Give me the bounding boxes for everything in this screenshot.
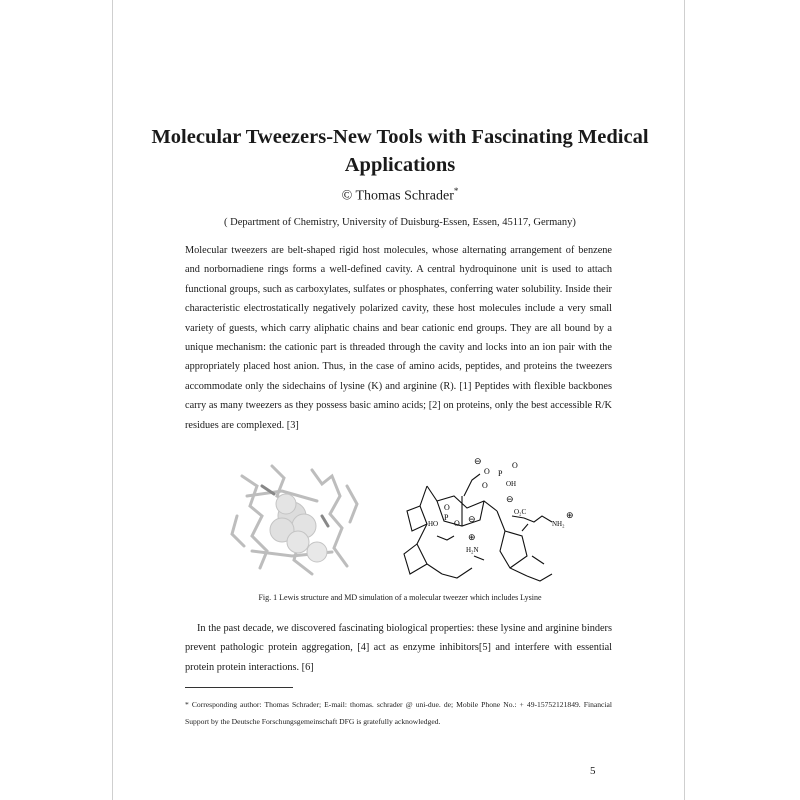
figure-graphics [222,456,582,594]
body-paragraph: In the past decade, we discovered fascinating biological properties: these lysine and arginine binders prevent pathologic protein aggregation, [4] act as enzyme inhibitors[5] and interfere with essential protein protein interactions. [6] [185,623,612,673]
md-simulation-image [232,466,357,574]
paper-title: Molecular Tweezers-New Tools with Fascinating Medical Applications [151,126,649,176]
page-border-left [112,0,113,800]
page-border-right [684,0,685,800]
author-line [150,186,650,205]
label-oh-top: OH [506,480,517,488]
page-number: 5 [590,765,596,777]
figure-caption: Fig. 1 Lewis structure and MD simulation of a molecular tweezer which includes Lysine [258,593,542,602]
label-o-left2: O [454,519,460,528]
label-o-link: O [482,481,488,490]
label-o-right: O [512,461,518,470]
label-o-left: O [444,503,450,512]
lewis-structure [404,474,552,581]
footnote-rule [185,687,293,688]
label-minus-right: ⊖ [506,494,514,504]
author-footnote-mark: * [453,186,459,196]
label-minus-mid: ⊖ [468,514,476,524]
label-nh2: NH₂ [552,520,565,528]
label-o-top: O [484,467,490,476]
label-plus-mid: ⊕ [468,532,476,542]
label-p-top: P [498,469,503,478]
label-ho: HO [428,520,439,528]
label-o2c: O₂C [514,508,527,516]
label-minus-top: ⊖ [474,456,482,466]
label-h2n: H₂N [466,546,479,554]
figure-1 [222,456,582,594]
abstract-paragraph: Molecular tweezers are belt-shaped rigid host molecules, whose alternating arrangement of benzene and norbornadiene rings forms a well-defined cavity. A central hydroquinone unit is used to attach functional groups, such as carboxylates, sulfates or phosphates, conferring water solubility. Inside their characteristic electrostatically negatively polarized cavity, these host molecules include a very small variety of guests, which carry aliphatic chains and bear cationic end groups. They are all bound by a unique mechanism: the cationic part is threaded through the cavity and locks into an ion pair with the appropriately placed host anion. Thus, in the case of amino acids, peptides, and proteins the tweezers accommodate only the sidechains of lysine (K) and arginine (R). [1] Peptides with flexible backbones carry as many tweezers as they possess basic amino acids; [2] on proteins, only the best accessible R/K residues are complexed. [3] [185,245,612,431]
footnote: * Corresponding author: Thomas Schrader; E-mail: thomas. schrader @ uni-due. de; Mobile Phone No.: + 49-15752121849. Financial Support by the Deutsche Forschungsgemeinschaft DFG is gratefully acknowledged. [185,700,612,726]
label-plus-right: ⊕ [566,510,574,520]
author-name: © Thomas Schrader [341,188,454,204]
affiliation: ( Department of Chemistry, University of Duisburg-Essen, Essen, 45117, Germany) [224,217,576,228]
label-p-left: P [444,513,449,522]
